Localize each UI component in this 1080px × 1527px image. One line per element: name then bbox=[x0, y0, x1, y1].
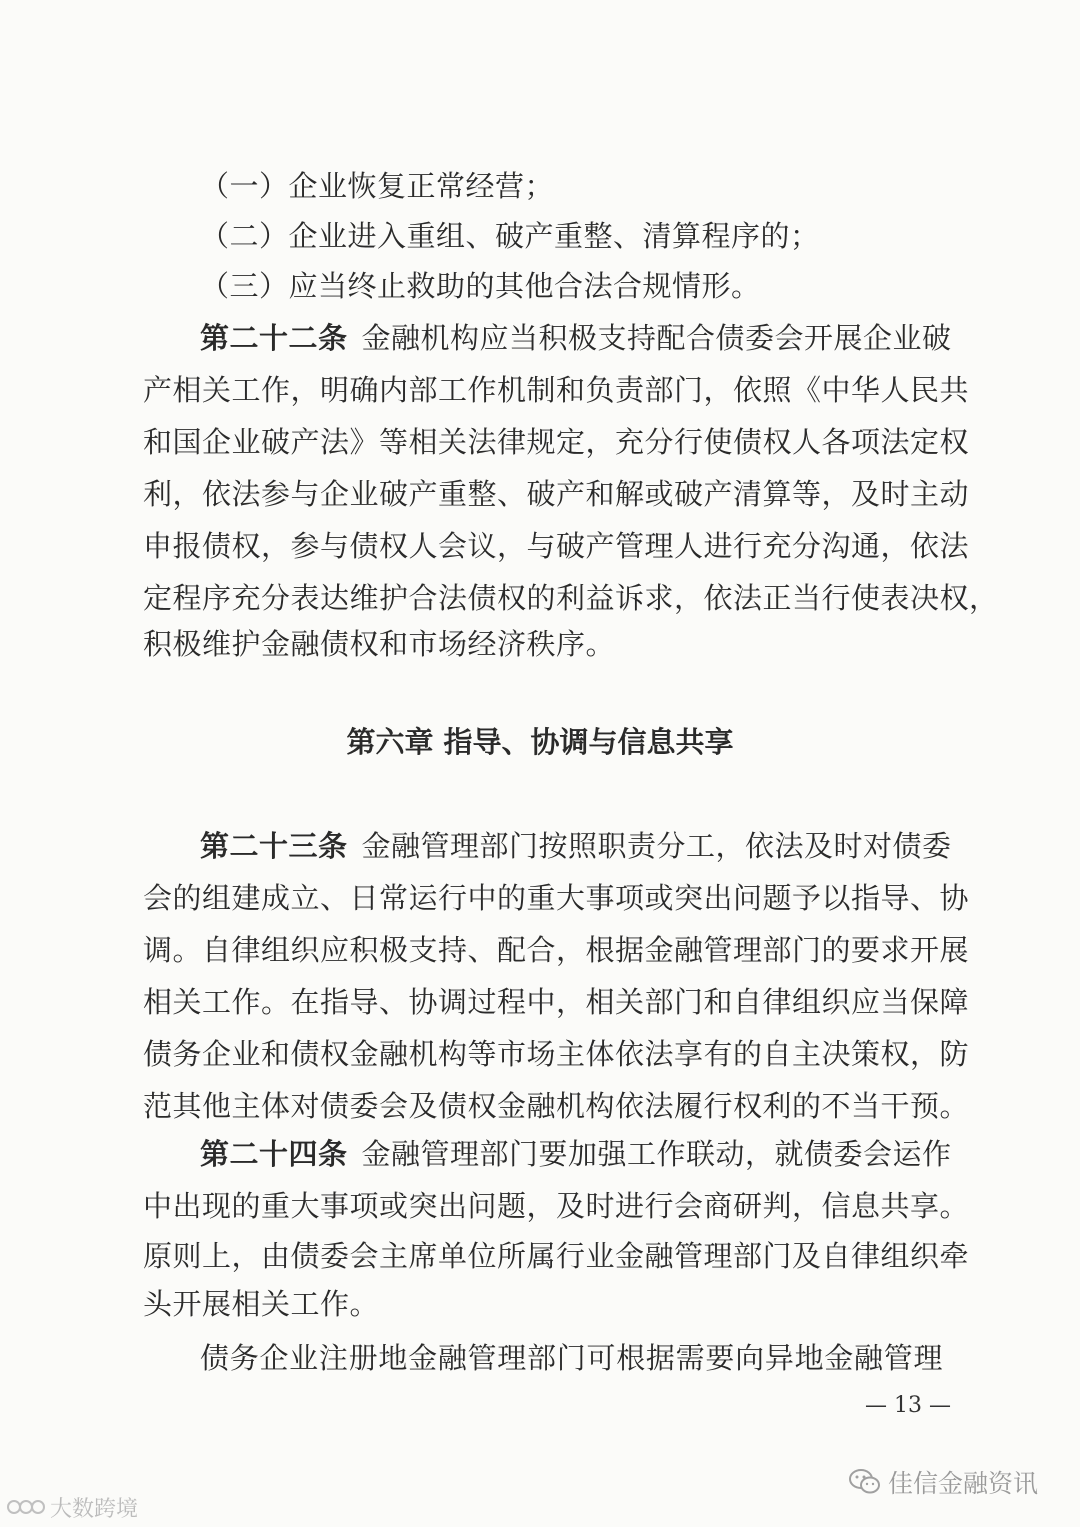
article-23-label: 第二十三条 bbox=[200, 829, 348, 863]
next-paragraph-line: 债务企业注册地金融管理部门可根据需要向异地金融管理 bbox=[200, 1341, 943, 1375]
article-24-label: 第二十四条 bbox=[200, 1137, 348, 1171]
watermark-right bbox=[848, 1461, 1038, 1503]
article-22-line: 定程序充分表达维护合法债权的利益诉求，依法正当行使表决权， bbox=[143, 581, 999, 615]
article-22-line: 和国企业破产法》等相关法律规定，充分行使债权人各项法定权 bbox=[143, 425, 970, 459]
article-22-line: 利，依法参与企业破产重整、破产和解或破产清算等，及时主动 bbox=[143, 477, 970, 511]
watermark-left-text: 大数跨境 bbox=[50, 1496, 139, 1522]
article-24-text: 金融管理部门要加强工作联动，就债委会运作 bbox=[361, 1137, 952, 1171]
article-22-text: 金融机构应当积极支持配合债委会开展企业破 bbox=[361, 321, 952, 355]
article-23-line: 调。自律组织应积极支持、配合，根据金融管理部门的要求开展 bbox=[143, 933, 970, 967]
article-23-line: 范其他主体对债委会及债权金融机构依法履行权利的不当干预。 bbox=[143, 1089, 970, 1123]
chapter-number: 第六章 bbox=[346, 725, 434, 759]
article-24-first-line bbox=[200, 1134, 952, 1174]
list-item-1: （一）企业恢复正常经营； bbox=[200, 169, 555, 203]
list-item-3: （三）应当终止救助的其他合法合规情形。 bbox=[200, 269, 761, 303]
watermark-left bbox=[6, 1490, 138, 1524]
article-22-first-line bbox=[200, 318, 952, 358]
chapter-heading bbox=[0, 722, 1080, 762]
article-24-line: 中出现的重大事项或突出问题，及时进行会商研判，信息共享。 bbox=[143, 1189, 970, 1223]
logo-icon bbox=[6, 1495, 46, 1519]
article-23-text: 金融管理部门按照职责分工，依法及时对债委 bbox=[361, 829, 952, 863]
article-22-label: 第二十二条 bbox=[200, 321, 348, 355]
article-22-line: 申报债权，参与债权人会议，与破产管理人进行充分沟通，依法 bbox=[143, 529, 970, 563]
list-item-2: （二）企业进入重组、破产重整、清算程序的； bbox=[200, 219, 820, 253]
page-number: — 13 — bbox=[865, 1393, 951, 1418]
article-23-line: 会的组建成立、日常运行中的重大事项或突出问题予以指导、协 bbox=[143, 881, 970, 915]
article-23-line: 相关工作。在指导、协调过程中，相关部门和自律组织应当保障 bbox=[143, 985, 970, 1019]
chapter-title: 指导、协调与信息共享 bbox=[443, 725, 734, 759]
article-22-line: 产相关工作，明确内部工作机制和负责部门，依照《中华人民共 bbox=[143, 373, 970, 407]
watermark-right-text: 佳信金融资讯 bbox=[888, 1469, 1039, 1498]
article-23-first-line bbox=[200, 826, 952, 866]
article-24-line: 头开展相关工作。 bbox=[143, 1287, 380, 1321]
article-22-line: 积极维护金融债权和市场经济秩序。 bbox=[143, 627, 616, 661]
wechat-icon bbox=[848, 1467, 882, 1497]
article-23-line: 债务企业和债权金融机构等市场主体依法享有的自主决策权，防 bbox=[143, 1037, 970, 1071]
article-24-line: 原则上，由债委会主席单位所属行业金融管理部门及自律组织牵 bbox=[143, 1239, 970, 1273]
